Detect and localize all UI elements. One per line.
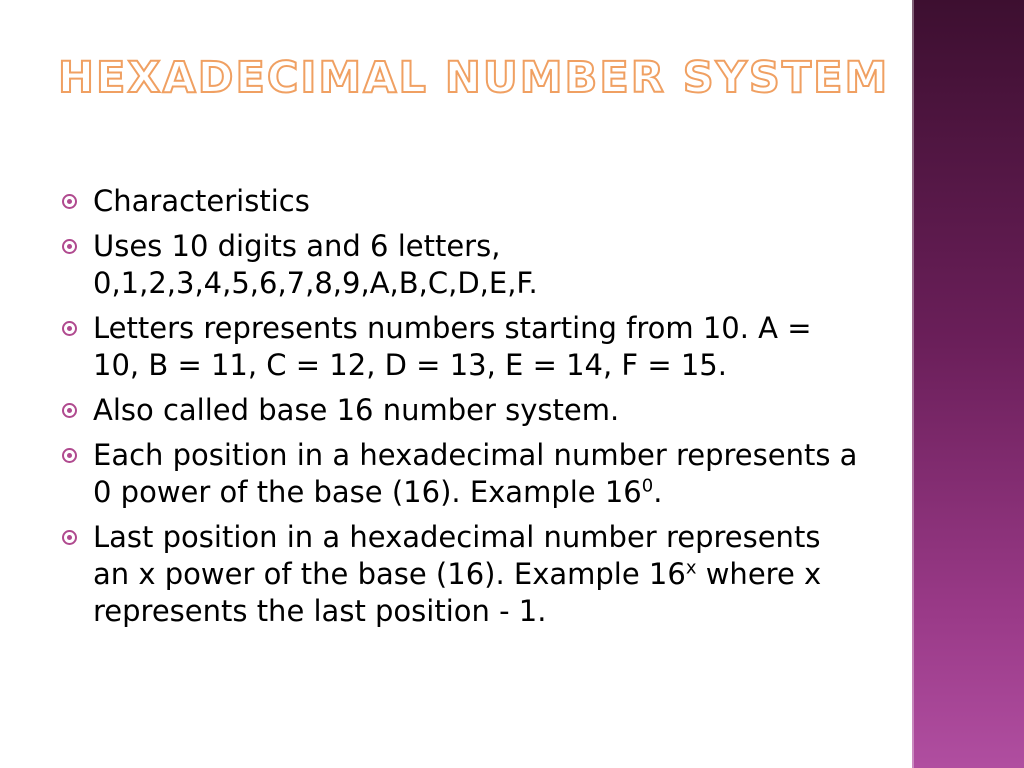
bullet-item — [62, 310, 862, 384]
circle-bullet-icon — [62, 321, 77, 336]
bullet-text-end: where x represents the last position - 1. — [93, 557, 822, 628]
circle-bullet-icon — [62, 448, 77, 463]
bullet-text: Also called base 16 number system. — [93, 393, 620, 427]
bullet-item — [62, 519, 862, 630]
bullet-text: Letters represents numbers starting from 10. A = 10, B = 11, C = 12, D = 13, E = 14, F = 15. — [93, 311, 812, 382]
bullet-list — [62, 183, 862, 638]
circle-bullet-icon — [62, 530, 77, 545]
circle-bullet-icon — [62, 239, 77, 254]
bullet-item — [62, 437, 862, 511]
bullet-text: Uses 10 digits and 6 letters, 0,1,2,3,4,5,6,7,8,9,A,B,C,D,E,F. — [93, 229, 538, 300]
circle-bullet-icon — [62, 194, 77, 209]
bullet-text: Last position in a hexadecimal number represents an x power of the base (16). Example 16 — [93, 520, 821, 591]
bullet-text: Characteristics — [93, 184, 310, 218]
bullet-item — [62, 183, 862, 220]
superscript-exponent: 0 — [641, 475, 654, 497]
decorative-side-band — [912, 0, 1024, 768]
bullet-item — [62, 392, 862, 429]
bullet-text: Each position in a hexadecimal number represents a 0 power of the base (16). Example 16 — [93, 438, 858, 509]
bullet-item — [62, 228, 862, 302]
circle-bullet-icon — [62, 403, 77, 418]
bullet-text-end: . — [653, 475, 663, 509]
superscript-exponent: x — [685, 557, 697, 579]
slide-title: HEXADECIMAL NUMBER SYSTEM — [58, 53, 890, 103]
